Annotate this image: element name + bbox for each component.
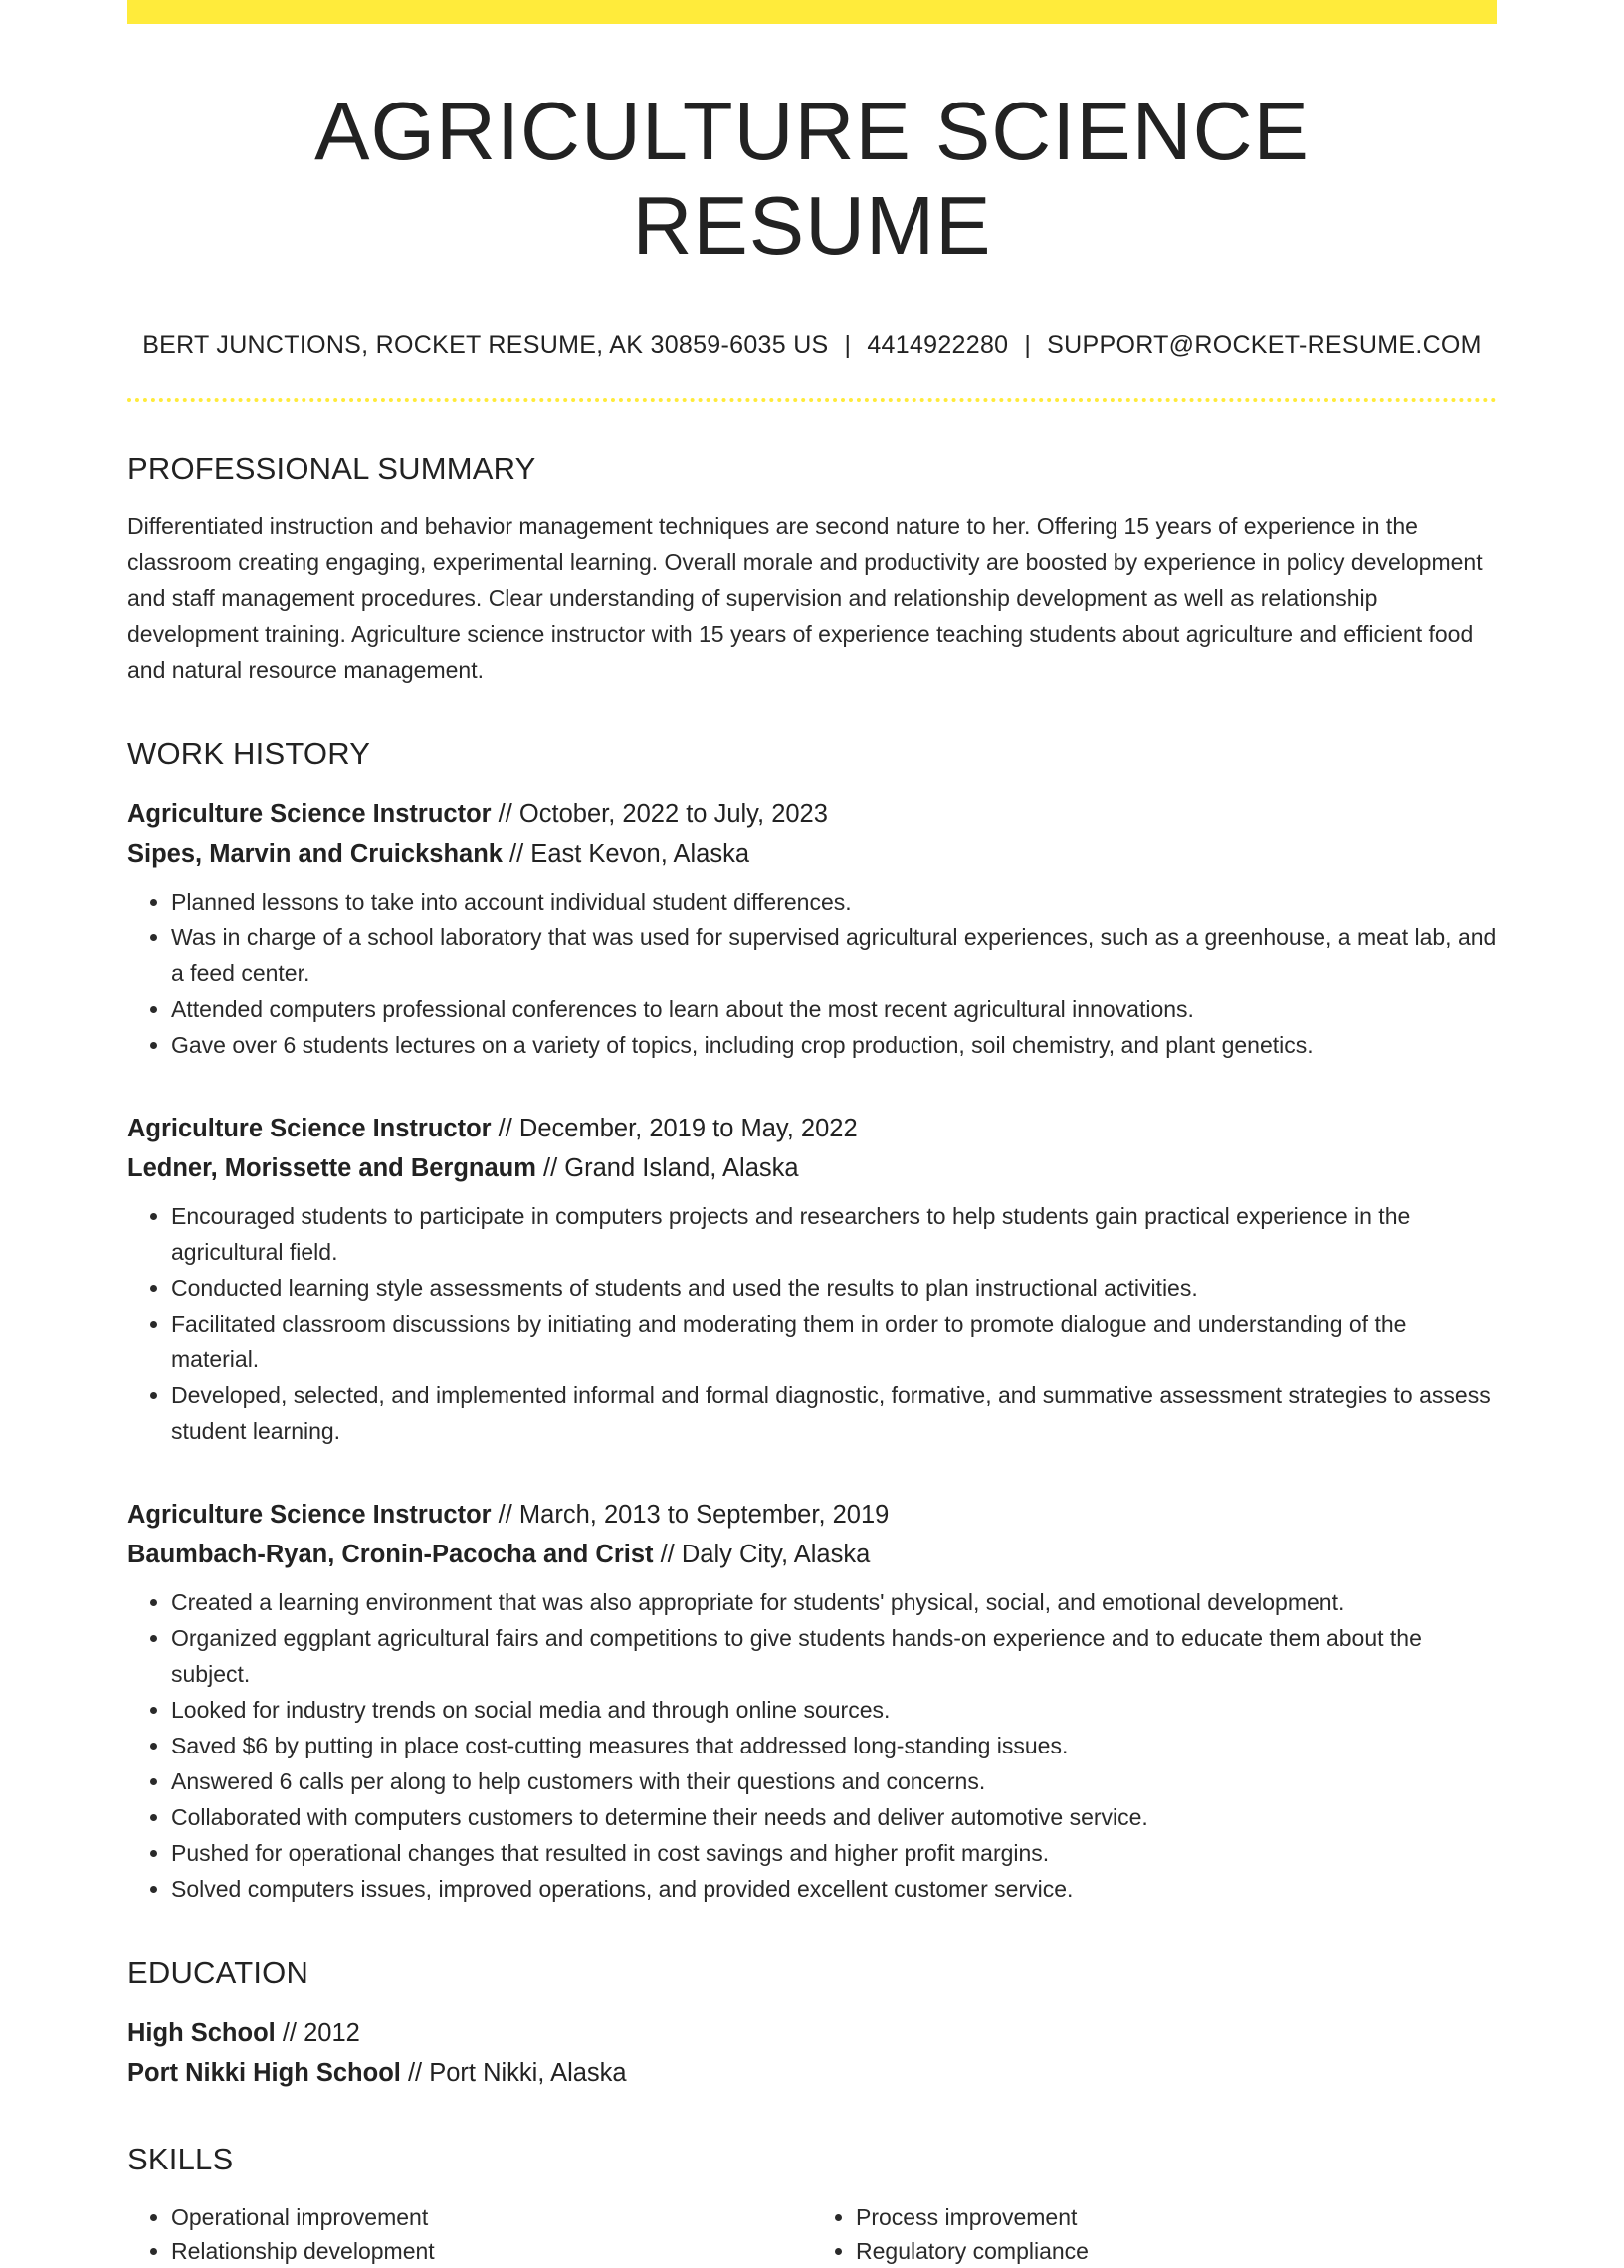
job-bullet: • Created a learning environment that was also appropriate for students' physical, social, and emotional development. [171,1584,1497,1620]
job-bullets [127,884,1497,1063]
job-title: Agriculture Science Instructor [127,1115,492,1143]
education-location: // Port Nikki, Alaska [400,2059,627,2088]
contact-phone: 4414922280 [867,330,1009,359]
work-history-heading: WORK HISTORY [127,736,371,772]
summary-text: Differentiated instruction and behavior management techniques are second nature to her. Offering 15 years of experience in the classroom creating engaging, experimental learning. Overall morale and productivity are boosted by experience in policy development and staff management procedures. Clear understanding of supervision and relationship development as well as relationship development training. Agriculture science instructor with 15 years of experience teaching students about agriculture and efficient food and natural resource management. [127,514,1483,684]
education-school: Port Nikki High School [127,2059,401,2088]
job-bullet: • Looked for industry trends on social media and through online sources. [171,1692,1497,1728]
job-company-line [127,834,1497,874]
skills-column-right [812,2200,1497,2268]
skills-grid [127,2200,1497,2268]
job-entry [127,794,1497,1063]
skill-item: • Relationship development [171,2234,812,2268]
resume-title: AGRICULTURE SCIENCE RESUME [314,85,1310,273]
job-title: Agriculture Science Instructor [127,800,492,829]
job-company: Ledner, Morissette and Bergnaum [127,1154,536,1183]
skill-item: • Operational improvement [171,2200,812,2234]
contact-address: BERT JUNCTIONS, ROCKET RESUME, AK 30859-6035 US [142,330,829,359]
job-title-line [127,1109,1497,1148]
job-bullets [127,1198,1497,1449]
job-bullet: • Gave over 6 students lectures on a variety of topics, including crop production, soil chemistry, and plant genetics. [171,1027,1497,1063]
contact-separator: | [844,330,852,359]
contact-separator: | [1024,330,1032,359]
job-company-line [127,1535,1497,1574]
job-bullet: • Answered 6 calls per along to help customers with their questions and concerns. [171,1763,1497,1799]
job-bullet: • Developed, selected, and implemented informal and formal diagnostic, formative, and summative assessment strategies to assess student learning. [171,1377,1497,1449]
job-company-line [127,1148,1497,1188]
work-history-list [127,794,1497,1907]
job-bullet: • Collaborated with computers customers to determine their needs and deliver automotive service. [171,1799,1497,1835]
job-company: Baumbach-Ryan, Cronin-Pacocha and Crist [127,1541,654,1569]
skill-item: • Regulatory compliance [856,2234,1497,2268]
education-degree-line [127,2013,1497,2053]
education-degree: High School [127,2019,276,2048]
job-dates: // December, 2019 to May, 2022 [491,1115,858,1143]
job-title: Agriculture Science Instructor [127,1501,492,1530]
dotted-divider [127,398,1497,402]
job-bullet: • Pushed for operational changes that resulted in cost savings and higher profit margins. [171,1835,1497,1871]
job-bullet: • Conducted learning style assessments of students and used the results to plan instructional activities. [171,1270,1497,1306]
summary-heading: PROFESSIONAL SUMMARY [127,450,536,486]
job-bullet: • Was in charge of a school laboratory that was used for supervised agricultural experiences, such as a greenhouse, a meat lab, and a feed center. [171,920,1497,991]
skills-heading: SKILLS [127,2142,234,2177]
job-location: // Daly City, Alaska [653,1541,871,1569]
accent-top-bar [127,0,1497,24]
education-school-line [127,2053,1497,2093]
job-title-line [127,794,1497,834]
job-bullet: • Encouraged students to participate in computers projects and researchers to help students gain practical experience in the agricultural field. [171,1198,1497,1270]
job-entry [127,1495,1497,1907]
job-bullet: • Facilitated classroom discussions by initiating and moderating them in order to promote dialogue and understanding of the material. [171,1306,1497,1377]
job-bullet: • Planned lessons to take into account individual student differences. [171,884,1497,920]
education-heading: EDUCATION [127,1956,309,1991]
job-bullet: • Solved computers issues, improved operations, and provided excellent customer service. [171,1871,1497,1907]
skill-item: • Process improvement [856,2200,1497,2234]
job-bullets [127,1584,1497,1907]
education-year: // 2012 [275,2019,360,2048]
contact-line [127,331,1497,360]
skills-column-left [127,2200,812,2268]
job-dates: // October, 2022 to July, 2023 [491,800,828,829]
job-dates: // March, 2013 to September, 2019 [491,1501,890,1530]
job-title-line [127,1495,1497,1535]
job-company: Sipes, Marvin and Cruickshank [127,840,503,869]
job-bullet: • Attended computers professional conferences to learn about the most recent agricultural innovations. [171,991,1497,1027]
contact-email: SUPPORT@ROCKET-RESUME.COM [1047,330,1482,359]
job-bullet: • Organized eggplant agricultural fairs and competitions to give students hands-on experience and to educate them about the subject. [171,1620,1497,1692]
resume-page [127,0,1497,2268]
job-location: // Grand Island, Alaska [535,1154,799,1183]
job-bullet: • Saved $6 by putting in place cost-cutting measures that addressed long-standing issues. [171,1728,1497,1763]
job-location: // East Kevon, Alaska [502,840,750,869]
job-entry [127,1109,1497,1449]
